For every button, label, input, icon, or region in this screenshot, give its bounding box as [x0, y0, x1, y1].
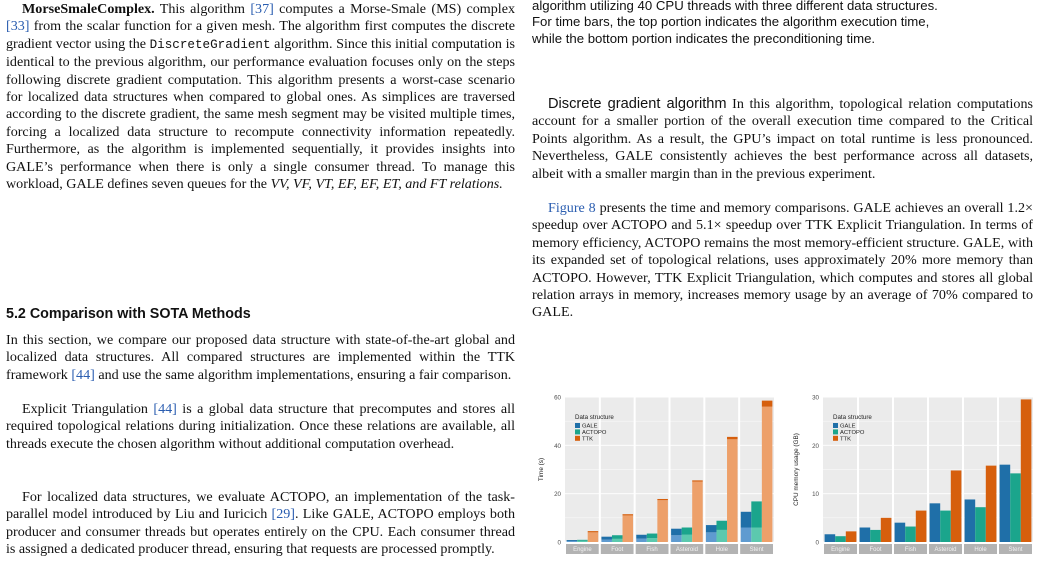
- y-axis-label: CPU memory usage (GB): [793, 433, 800, 506]
- y-tick-label: 20: [554, 491, 561, 499]
- bar-preconditioning-actopo: [647, 538, 658, 542]
- bar-execution-gale: [741, 512, 752, 528]
- bar-execution-actopo: [612, 535, 623, 539]
- relation-list: VV, VF, VT, EF, EF, ET, and FT relations.: [270, 176, 503, 193]
- bar-preconditioning-gale: [567, 541, 578, 542]
- legend-label: TTK: [840, 436, 851, 443]
- caption-line: while the bottom portion indicates the preconditioning time.: [532, 31, 876, 46]
- citation-link[interactable]: [33]: [6, 18, 30, 35]
- category-label: Hole: [715, 547, 728, 553]
- legend-title: Data structure: [833, 414, 872, 421]
- bar-preconditioning-ttk: [727, 439, 738, 542]
- bar-preconditioning-actopo: [682, 535, 693, 542]
- y-tick-label: 0: [557, 539, 561, 547]
- paragraph-discrete-gradient: Discrete gradient algorithm In this algorithm, topological relation computations account for a smaller portion of the overall execution time compared to the Critical Points algorithm. As a result, the GPU’s impact on total runtime is less pronounced. Nevertheless, GALE consistently achieves the best performance across all datasets, albeit with a smaller margin than in the previous experiment.: [532, 96, 1033, 182]
- bar-preconditioning-gale: [671, 535, 682, 542]
- bar-gale: [860, 528, 871, 543]
- y-axis-label: Time (s): [538, 457, 545, 482]
- paragraph-morse-smale: MorseSmaleComplex. This algorithm [37] computes a Morse-Smale (MS) complex [33] from the scalar function for a given mesh. The algorithm first computes the discrete gradient vector using the DiscreteGradient algorithm. Since this initial computation is identical to the previous algorithm, our performance evaluation focuses only on the steps following discrete gradient computation. This algorithm presents a worst-case scenario for localized data structures when compared to global ones. As simplices are traversed according to the discrete gradient, the same mesh segment may be visited multiple times, forcing a localized data structure to recompute connectivity information repeatedly. Furthermore, as the algorithm is implemented sequentially, it provides insights into GALE’s performance when there is only a single consumer thread. To manage this workload, GALE defines seven queues for the VV, VF, VT, EF, EF, ET, and FT relations.: [6, 1, 516, 193]
- bar-gale: [965, 499, 976, 542]
- category-label: Engine: [831, 547, 850, 553]
- legend-title: Data structure: [575, 414, 614, 421]
- legend-label: GALE: [840, 423, 856, 430]
- bar-execution-actopo: [751, 501, 762, 527]
- legend-swatch: [575, 436, 580, 441]
- bar-ttk: [1021, 399, 1032, 542]
- category-label: Stent: [749, 547, 764, 553]
- bar-execution-ttk: [692, 480, 703, 481]
- figure-charts: [532, 389, 1037, 575]
- bar-execution-ttk: [762, 401, 773, 407]
- y-tick-label: 30: [812, 394, 819, 402]
- bar-preconditioning-actopo: [612, 539, 623, 542]
- bar-execution-gale: [601, 537, 612, 540]
- bar-gale: [895, 523, 906, 542]
- citation-link[interactable]: [29]: [271, 506, 295, 523]
- legend-label: TTK: [582, 436, 593, 443]
- bar-preconditioning-gale: [601, 540, 612, 542]
- bar-execution-ttk: [623, 514, 634, 515]
- bar-actopo: [1010, 473, 1021, 542]
- citation-link[interactable]: [44]: [71, 366, 95, 383]
- bar-execution-ttk: [657, 499, 668, 500]
- y-tick-label: 10: [812, 491, 819, 499]
- category-label: Engine: [573, 547, 592, 553]
- legend-swatch: [833, 436, 838, 441]
- bar-preconditioning-ttk: [588, 532, 599, 542]
- bar-gale: [930, 503, 941, 542]
- bar-preconditioning-gale: [706, 532, 717, 542]
- bar-gale: [1000, 465, 1011, 542]
- section-title: 5.2 Comparison with SOTA Methods: [6, 306, 251, 322]
- legend-swatch: [575, 429, 580, 434]
- category-label: Fish: [904, 547, 917, 553]
- paragraph-heading: Discrete gradient algorithm: [548, 96, 727, 112]
- bar-ttk: [916, 511, 927, 542]
- bar-actopo: [940, 511, 951, 542]
- bar-ttk: [881, 518, 892, 542]
- citation-link[interactable]: [37]: [250, 1, 274, 17]
- category-label: Foot: [611, 547, 624, 553]
- category-label: Hole: [974, 547, 987, 553]
- paragraph-heading: MorseSmaleComplex.: [22, 1, 155, 17]
- bar-execution-ttk: [588, 531, 599, 532]
- caption-line: algorithm utilizing 40 CPU threads with three different data structures.: [532, 0, 938, 13]
- legend-swatch: [575, 423, 580, 428]
- memory-bar-chart: [787, 389, 1037, 575]
- bar-preconditioning-actopo: [577, 541, 588, 542]
- bar-execution-actopo: [577, 540, 588, 541]
- bar-actopo: [835, 536, 846, 542]
- legend-label: ACTOPO: [582, 430, 607, 436]
- bar-execution-gale: [706, 525, 717, 532]
- paragraph-actopo: For localized data structures, we evaluate ACTOPO, an implementation of the task-parallel model introduced by Liu and Iuricich [29]. Like GALE, ACTOPO employs both producer and consumer threads but operates entirely on the CPU. Each consumer thread is assigned a dedicated producer thread, ensuring that requests are processed promptly.: [6, 489, 515, 558]
- bar-ttk: [986, 466, 997, 542]
- bar-actopo: [905, 527, 916, 542]
- y-tick-label: 40: [554, 442, 561, 450]
- bar-execution-gale: [567, 540, 578, 541]
- paragraph-comparison-intro: In this section, we compare our proposed data structure with state-of-the-art global and localized data structures. All compared structures are implemented within the TTK framework [44] and use the same algorithm implementations, ensuring a fair comparison.: [6, 332, 515, 383]
- y-tick-label: 60: [554, 394, 561, 402]
- category-label: Stent: [1008, 547, 1023, 553]
- bar-execution-actopo: [682, 528, 693, 535]
- bar-preconditioning-gale: [636, 539, 647, 542]
- bar-preconditioning-gale: [741, 528, 752, 543]
- legend-swatch: [833, 423, 838, 428]
- bar-execution-gale: [636, 535, 647, 539]
- paragraph-figure-8: Figure 8 presents the time and memory comparisons. GALE achieves an overall 1.2× speedup over ACTOPO and 5.1× speedup over TTK Explicit Triangulation. In terms of memory efficiency, ACTOPO remains the most memory-efficient structure. GALE, with its expanded set of topological relations, uses approximately 20% more memory than ACTOPO. However, TTK Explicit Triangulation, which computes and stores all global relation arrays in memory, increases memory usage by an average of 70% compared to GALE.: [532, 200, 1033, 321]
- y-tick-label: 20: [812, 442, 819, 450]
- bar-execution-actopo: [647, 534, 658, 539]
- bar-actopo: [870, 530, 881, 542]
- bar-preconditioning-ttk: [692, 482, 703, 542]
- time-bar-chart: [532, 389, 777, 575]
- legend-swatch: [833, 429, 838, 434]
- bar-preconditioning-ttk: [657, 500, 668, 542]
- caption-line: For time bars, the top portion indicates the algorithm execution time,: [532, 14, 930, 29]
- legend-label: ACTOPO: [840, 430, 865, 436]
- category-label: Foot: [869, 547, 882, 553]
- bar-preconditioning-ttk: [762, 407, 773, 542]
- paragraph-explicit-triangulation: Explicit Triangulation [44] is a global data structure that precomputes and stores all required topological relations during initialization. Once these relations are available, all threads execute the chosen algorithm without additional computation overhead.: [6, 401, 515, 452]
- bar-actopo: [975, 507, 986, 542]
- bar-preconditioning-actopo: [716, 530, 727, 542]
- legend-label: GALE: [582, 423, 598, 430]
- y-tick-label: 0: [815, 539, 819, 547]
- citation-link[interactable]: [44]: [153, 401, 177, 417]
- bar-execution-gale: [671, 529, 682, 536]
- bar-preconditioning-actopo: [751, 528, 762, 543]
- category-label: Asteroid: [675, 547, 698, 553]
- bar-preconditioning-ttk: [623, 515, 634, 542]
- figure-link[interactable]: Figure 8: [548, 200, 596, 216]
- code-identifier: DiscreteGradient: [149, 37, 271, 52]
- category-label: Asteroid: [934, 547, 957, 553]
- bar-ttk: [846, 531, 857, 542]
- category-label: Fish: [646, 547, 658, 553]
- bar-execution-ttk: [727, 437, 738, 439]
- bar-gale: [825, 534, 836, 542]
- bar-execution-actopo: [716, 521, 727, 530]
- bar-ttk: [951, 470, 962, 542]
